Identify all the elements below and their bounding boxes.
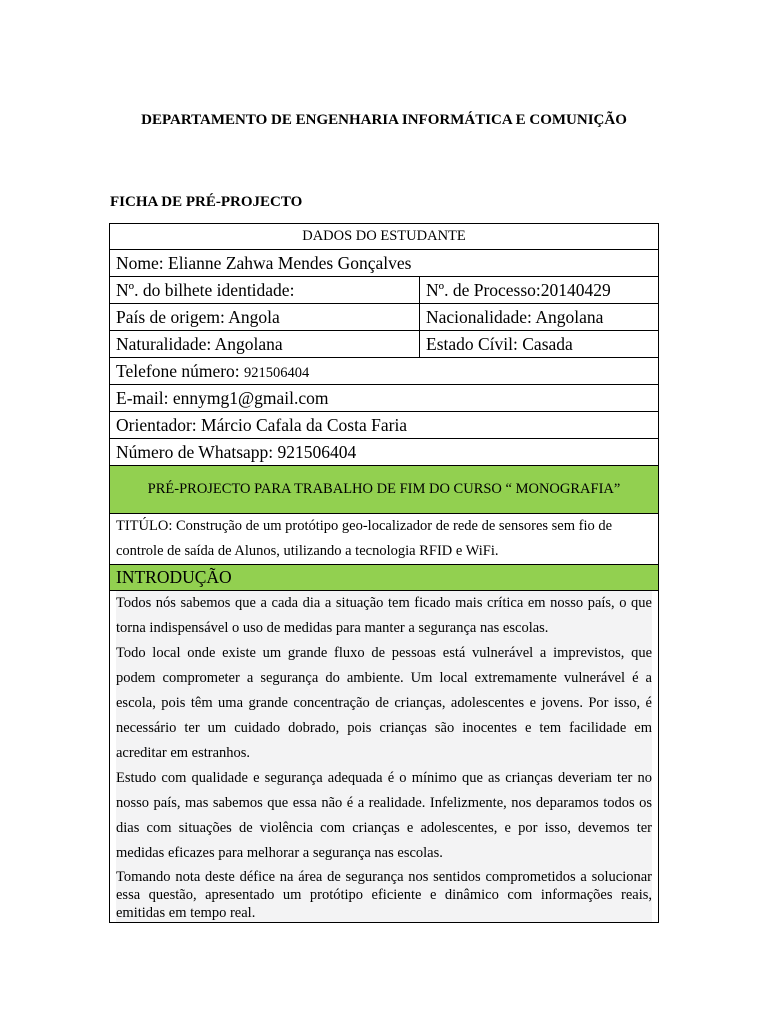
nationality-field: Nacionalidade: Angolana <box>420 304 659 331</box>
process-number-field: Nº. de Processo:20140429 <box>420 277 659 304</box>
student-name: Nome: Elianne Zahwa Mendes Gonçalves <box>110 250 659 277</box>
student-data-header: DADOS DO ESTUDANTE <box>110 224 659 250</box>
intro-body-row <box>110 591 659 923</box>
title-row <box>110 514 659 565</box>
intro-paragraph: Estudo com qualidade e segurança adequada é o mínimo que as crianças deveriam ter no nosso país, mas sabemos que essa não é a realidade. Infelizmente, nos deparamos todos os dias com situações de violência com crianças e adolescentes, e por isso, devemos ter medidas eficazes para melhorar a segurança nas escolas. <box>116 770 652 861</box>
phone-field <box>110 358 659 385</box>
intro-heading: INTRODUÇÃO <box>110 565 659 591</box>
email-field: E-mail: ennymg1@gmail.com <box>110 385 659 412</box>
phone-row <box>110 358 659 385</box>
intro-body <box>110 591 659 923</box>
id-card-field: Nº. do bilhete identidade: <box>110 277 420 304</box>
country-field: País de origem: Angola <box>110 304 420 331</box>
name-row <box>110 250 659 277</box>
whatsapp-row <box>110 439 659 466</box>
project-title: TITÚLO: Construção de um protótipo geo-localizador de rede de sensores sem fio de controle de saída de Alunos, utilizando a tecnologia RFID e WiFi. <box>110 514 659 565</box>
country-nationality-row <box>110 304 659 331</box>
department-heading: DEPARTAMENTO DE ENGENHARIA INFORMÁTICA E COMUNIÇÃO <box>141 112 627 128</box>
intro-paragraph: Todos nós sabemos que a cada dia a situação tem ficado mais crítica em nosso país, o que torna indispensável o uso de medidas para manter a segurança nas escolas. <box>116 595 652 636</box>
naturalness-field: Naturalidade: Angolana <box>110 331 420 358</box>
student-form-table <box>109 223 659 923</box>
student-data-header-row <box>110 224 659 250</box>
advisor-row <box>110 412 659 439</box>
naturalness-civil-row <box>110 331 659 358</box>
advisor-field: Orientador: Márcio Cafala da Costa Faria <box>110 412 659 439</box>
intro-text-block <box>116 591 652 922</box>
whatsapp-field: Número de Whatsapp: 921506404 <box>110 439 659 466</box>
project-header-row <box>110 466 659 514</box>
email-row <box>110 385 659 412</box>
project-header: PRÉ-PROJECTO PARA TRABALHO DE FIM DO CURSO “ MONOGRAFIA” <box>110 466 659 514</box>
civil-status-field: Estado Cívil: Casada <box>420 331 659 358</box>
id-process-row <box>110 277 659 304</box>
intro-paragraph: Todo local onde existe um grande fluxo de pessoas está vulnerável a imprevistos, que podem comprometer a segurança do ambiente. Um local extremamente vulnerável é a escola, pois têm uma grande concentração de crianças, adolescentes e jovens. Por isso, é necessário ter um cuidado dobrado, pois crianças são inocentes e tem facilidade em acreditar em estranhos. <box>116 645 652 761</box>
phone-value: 921506404 <box>244 364 310 381</box>
form-title: FICHA DE PRÉ-PROJECTO <box>110 194 303 210</box>
intro-heading-row <box>110 565 659 591</box>
phone-label: Telefone número: <box>116 360 245 381</box>
intro-paragraph: Tomando nota deste défice na área de segurança nos sentidos comprometidos a solucionar essa questão, apresentado um protótipo eficiente e dinâmico com informações reais, emitidas em tempo real. <box>116 869 652 921</box>
